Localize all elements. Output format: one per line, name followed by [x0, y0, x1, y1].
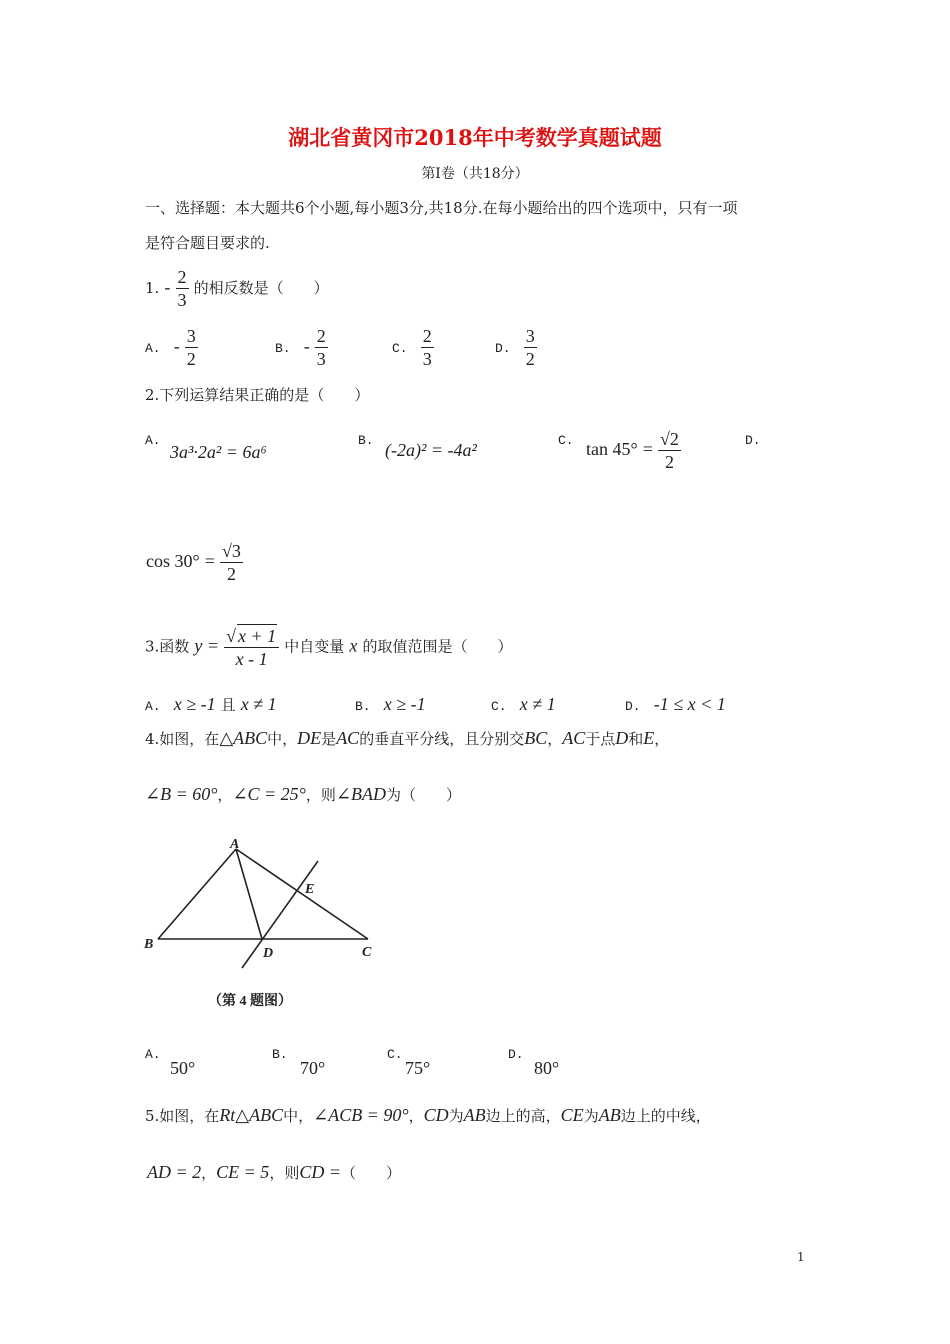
question-3	[145, 624, 512, 670]
segment-ab	[158, 849, 236, 939]
q4-option-b-label: B.	[272, 1047, 288, 1062]
q3-mid: 中自变量	[284, 637, 345, 656]
q1-option-b	[275, 325, 328, 370]
q3-option-d-expr: -1 ≤ x < 1	[653, 694, 726, 714]
q4-l1-p5: ，	[547, 730, 563, 748]
q2-option-c-denominator: 2	[664, 452, 674, 472]
q4-option-d-label: D.	[508, 1047, 524, 1062]
q4-option-c-label: C.	[387, 1047, 403, 1062]
q5-l1-p7: 边上的中线，	[620, 1107, 711, 1125]
q2-option-c-numerator: √2	[660, 429, 679, 449]
q3-option-c-expr: x ≠ 1	[519, 694, 556, 714]
q3-option-c-label: C.	[491, 699, 507, 714]
q2-option-c-fraction	[658, 428, 681, 473]
q2-option-d-numerator: √3	[222, 541, 241, 561]
segment-ad	[236, 849, 262, 939]
q3-y: y =	[194, 635, 220, 656]
q4-l1-p7: 和	[628, 730, 644, 748]
figure-caption: （第 4 题图）	[208, 994, 292, 1009]
q5-l1-t5: CE	[560, 1105, 584, 1125]
q5-l1-t4: AB	[463, 1105, 486, 1125]
q2-option-c-label: C.	[558, 433, 574, 448]
q5-l2-t3: CD =	[299, 1162, 341, 1182]
q2-option-d-fraction	[220, 540, 243, 585]
q4-figure	[140, 835, 390, 1015]
q1-denominator: 3	[177, 290, 187, 310]
q4-l1-t6: D	[615, 728, 629, 748]
q5-l1-p1: 5.如图，在	[145, 1107, 220, 1125]
q4-l1-p6: 于点	[585, 730, 616, 748]
q5-l1-p3: ，	[408, 1107, 424, 1125]
q1-option-a-denominator: 2	[186, 349, 196, 369]
q4-l1-t5: AC	[562, 728, 586, 748]
q2-option-d-expr: cos 30° = $\frac{√3}{2}$	[146, 541, 241, 584]
q5-l1-p2: 中，	[283, 1107, 314, 1125]
q1-numerator: 2	[177, 267, 187, 287]
q5-l2-p2: ，则	[269, 1164, 300, 1182]
q3-option-b	[355, 694, 426, 715]
q2-option-a-expr: 3a³·2a² = 6a⁶	[170, 442, 267, 462]
q4-l1-t4: BC	[524, 728, 548, 748]
q3-suffix: 的取值范围是（ ）	[362, 637, 513, 656]
q4-l1-t7: E	[643, 728, 655, 748]
question-4-line-2	[145, 784, 461, 805]
q4-l2-t1: ∠B = 60°	[145, 784, 218, 804]
q4-option-a-value: 50°	[170, 1058, 196, 1078]
q2-option-b-expr: (-2a)² = -4a²	[385, 440, 477, 460]
q4-l1-t1: △ABC	[219, 728, 268, 748]
page-title: 湖北省黄冈市2018年中考数学真题试题	[288, 125, 662, 150]
q3-option-a-and: 且	[220, 696, 236, 714]
question-5-line-1	[145, 1105, 711, 1126]
q4-l2-p2: ，则	[305, 786, 336, 804]
label-e: E	[305, 882, 315, 897]
q4-l1-p1: 4.如图，在	[145, 730, 220, 748]
q1-option-c-label: C.	[392, 341, 408, 356]
segment-ac	[236, 849, 368, 939]
q3-fraction	[224, 624, 279, 670]
q5-l1-p6: 为	[583, 1107, 599, 1125]
q2-option-d-lhs: cos 30°	[146, 551, 200, 571]
q1-option-c	[392, 325, 434, 370]
q3-prefix: 3.函数	[145, 637, 190, 656]
q4-l1-p8: ，	[654, 730, 670, 748]
question-1	[145, 266, 329, 311]
q4-l1-t2: DE	[297, 728, 322, 748]
q4-option-a-label: A.	[145, 1047, 161, 1062]
label-c: C	[362, 945, 372, 960]
question-4-line-1	[145, 728, 669, 749]
q1-option-b-sign: -	[303, 336, 310, 356]
q3-numerator: √ x + 1	[224, 624, 279, 648]
q3-option-b-expr: x ≥ -1	[383, 694, 426, 714]
section-heading: 第Ⅰ卷（共18分）	[421, 166, 529, 182]
q2-option-c-expr: tan 45° = $\frac{√2}{2}$	[586, 429, 679, 472]
q5-l1-t3: CD	[423, 1105, 449, 1125]
q2-option-d-label: D.	[745, 433, 761, 448]
q3-option-a	[145, 694, 277, 715]
question-5-line-2	[147, 1162, 401, 1183]
q4-l1-p2: 中，	[267, 730, 298, 748]
q2-option-a-label: A.	[145, 433, 161, 448]
q1-option-d	[495, 325, 537, 370]
q1-option-a-numerator: 3	[186, 326, 196, 346]
q1-option-d-numerator: 3	[525, 326, 535, 346]
label-b: B	[144, 937, 154, 952]
q4-option-d-value: 80°	[534, 1058, 560, 1078]
q1-option-c-fraction	[421, 325, 434, 370]
q1-text: 的相反数是（ ）	[193, 279, 329, 297]
q1-number: 1.	[145, 279, 160, 297]
q5-l1-p4: 为	[448, 1107, 464, 1125]
q1-option-b-numerator: 2	[316, 326, 326, 346]
label-d: D	[263, 946, 274, 961]
q5-l2-p3: （ ）	[340, 1164, 401, 1182]
q5-l1-t2: ∠ACB = 90°	[313, 1105, 409, 1125]
q1-option-a-label: A.	[145, 341, 161, 356]
q4-l2-t3: ∠BAD	[335, 784, 386, 804]
bisector-line	[242, 861, 318, 968]
q2-option-c-lhs: tan 45°	[586, 439, 638, 459]
q4-l2-p3: 为（ ）	[385, 786, 461, 804]
label-a: A	[230, 837, 240, 852]
q3-denominator: x - 1	[235, 649, 268, 669]
q1-option-a-fraction	[185, 325, 198, 370]
q1-option-d-denominator: 2	[525, 349, 535, 369]
question-2: 2.下列运算结果正确的是（ ）	[145, 386, 370, 404]
q5-l1-t6: AB	[598, 1105, 621, 1125]
q1-sign: -	[164, 277, 171, 297]
q3-option-d	[625, 694, 726, 715]
q4-l1-t3: AC	[336, 728, 360, 748]
q5-l2-t1: AD = 2	[147, 1162, 202, 1182]
q5-l1-t1: Rt△ABC	[219, 1105, 284, 1125]
q1-option-c-numerator: 2	[422, 326, 432, 346]
q3-option-b-label: B.	[355, 699, 371, 714]
q5-l2-p1: ，	[201, 1164, 217, 1182]
q4-option-c-value: 75°	[405, 1058, 431, 1078]
q3-option-a-expr2: x ≠ 1	[240, 694, 277, 714]
q3-numerator-radicand: x + 1	[238, 626, 277, 646]
q2-option-b-label: B.	[358, 433, 374, 448]
q3-var: x	[349, 635, 358, 656]
q3-option-c	[491, 694, 556, 715]
q1-option-b-label: B.	[275, 341, 291, 356]
q3-option-a-expr: x ≥ -1	[173, 694, 216, 714]
q4-l2-p1: ，	[217, 786, 233, 804]
q1-option-b-fraction	[315, 325, 328, 370]
q4-l1-p4: 的垂直平分线，且分别交	[359, 730, 525, 748]
instructions-line-1: 一、选择题：本大题共6个小题,每小题3分,共18分.在每小题给出的四个选项中，只有一项	[145, 199, 738, 217]
instructions-line-2: 是符合题目要求的.	[145, 234, 270, 252]
q1-fraction	[176, 266, 189, 311]
q3-option-d-label: D.	[625, 699, 641, 714]
page-number: 1	[797, 1250, 805, 1264]
q1-option-c-denominator: 3	[422, 349, 432, 369]
q2-option-d-denominator: 2	[226, 564, 236, 584]
q4-l1-p3: 是	[321, 730, 337, 748]
q4-option-b-value: 70°	[300, 1058, 326, 1078]
q5-l1-p5: 边上的高，	[485, 1107, 561, 1125]
q1-option-a	[145, 325, 198, 370]
q1-option-a-sign: -	[173, 336, 180, 356]
q1-option-d-label: D.	[495, 341, 511, 356]
q1-option-d-fraction	[524, 325, 537, 370]
q1-option-b-denominator: 3	[316, 349, 326, 369]
q5-l2-t2: CE = 5	[216, 1162, 270, 1182]
q4-l2-t2: ∠C = 25°	[232, 784, 306, 804]
q3-option-a-label: A.	[145, 699, 161, 714]
